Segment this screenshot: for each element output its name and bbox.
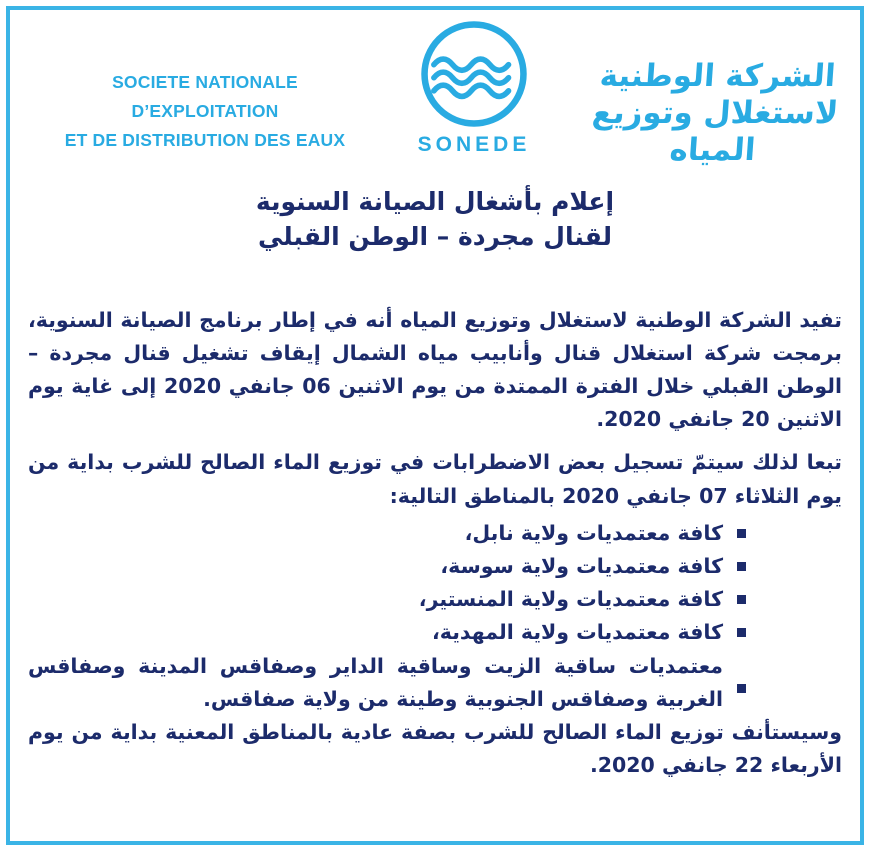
- sonede-logo-text: SONEDE: [417, 133, 531, 156]
- list-item-label: كافة معتمديات ولاية سوسة،: [440, 553, 723, 578]
- list-item-label: معتمديات ساقية الزيت وساقية الداير وصفاقس المدينة وصفاقس الغربية وصفاقس الجنوبية وطينة من ولاية صفاقس.: [28, 653, 723, 711]
- list-item-label: كافة معتمديات ولاية نابل،: [464, 520, 723, 545]
- paragraph-resumption: وسيستأنف توزيع الماء الصالح للشرب بصفة عادية بالمناطق المعنية بداية من يوم الأربعاء 22 جانفي 2020.: [28, 720, 842, 778]
- list-item-label: كافة معتمديات ولاية المهدية،: [432, 620, 723, 645]
- company-name-arabic: الشركة الوطنية لاستغلال وتوزيع المياه: [590, 58, 840, 169]
- notice-title-line2: لقنال مجردة – الوطن القبلي: [258, 221, 612, 251]
- company-name-french-line1: SOCIETE NATIONALE D’EXPLOITATION: [112, 72, 298, 121]
- paragraph-disruptions: تبعا لذلك سيتمّ تسجيل بعض الاضطرابات في توزيع الماء الصالح للشرب بداية من يوم الثلاثاء 07 جانفي 2020 بالمناطق التالية:: [28, 450, 842, 508]
- paragraph-maintenance-period: تفيد الشركة الوطنية لاستغلال وتوزيع المياه أنه في إطار برنامج الصيانة السنوية، برمجت شركة استغلال قنال وأنابيب مياه الشمال إيقاف تشغيل قنال مجردة – الوطن القبلي خلال الفترة الممتدة من يوم الاثنين 06 جانفي 2020 إلى غاية يوم الاثنين 20 جانفي 2020.: [28, 307, 843, 432]
- company-name-french-line2: ET DE DISTRIBUTION DES EAUX: [64, 129, 346, 150]
- list-item-label: كافة معتمديات ولاية المنستير،: [418, 587, 723, 612]
- notice-title-line1: إعلام بأشغال الصيانة السنوية: [255, 186, 615, 216]
